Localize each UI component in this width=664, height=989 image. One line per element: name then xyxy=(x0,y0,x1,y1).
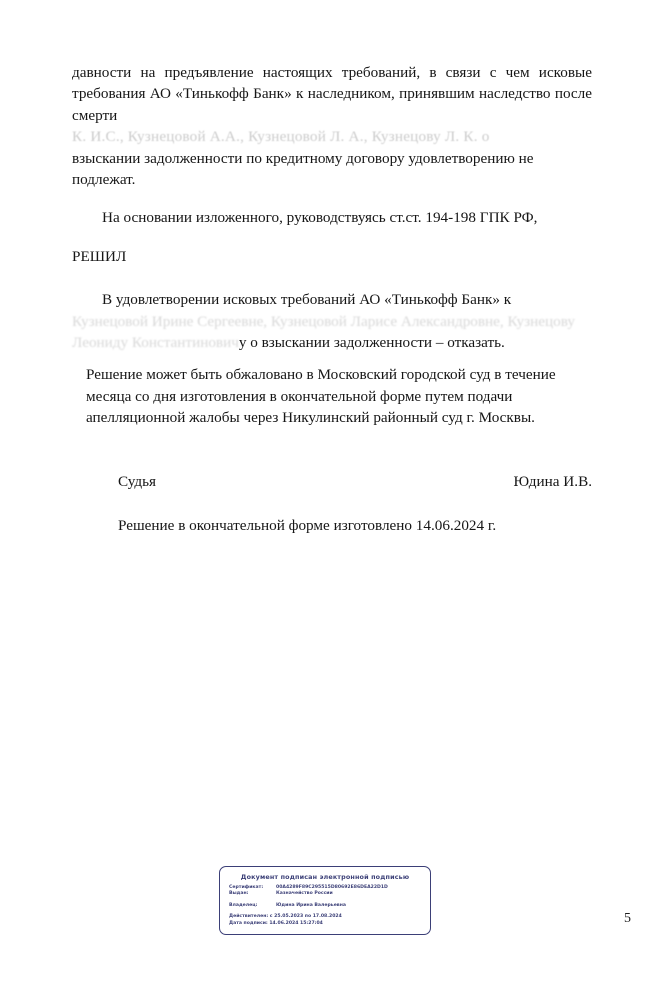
judge-signature-row xyxy=(72,473,592,491)
verdict-line-3-visible-text: у о взыскании задолженности – отказать. xyxy=(238,334,505,352)
appeal-line-3-text: апелляционной жалобы через Никулинский районный суд г. Москвы. xyxy=(86,409,535,427)
paragraph-continuation-tail-text-1: взыскании задолженности по кредитному договору удовлетворению не xyxy=(72,149,534,167)
paragraph-continuation-tail-line-2 xyxy=(72,169,592,190)
spacer-before-signature xyxy=(72,429,592,473)
verdict-line-1-text: В удовлетворении исковых требований АО «Тинькофф Банк» к xyxy=(102,291,512,309)
redacted-names-line-1-text: К. И.С., Кузнецовой А.А., Кузнецовой Л. А., Кузнецову Л. К. о xyxy=(72,128,490,146)
appeal-line-1-text: Решение может быть обжаловано в Московский городской суд в течение xyxy=(86,366,556,384)
spacer-before-final-form xyxy=(72,491,592,517)
spacer-after-continuation xyxy=(72,190,592,207)
redacted-names-line-2 xyxy=(72,311,592,332)
stamp-issuer-label: Выдан: xyxy=(229,891,249,897)
paragraph-continuation-tail-text-2: подлежат. xyxy=(72,171,136,189)
legal-basis-line xyxy=(72,207,592,228)
appeal-line-2-text: месяца со дня изготовления в окончательной форме путем подачи xyxy=(86,387,513,405)
paragraph-continuation xyxy=(72,62,592,126)
judge-name: Юдина И.В. xyxy=(513,472,592,490)
final-form-line xyxy=(72,517,592,535)
stamp-certificate-value: 00A4289F89C295515D80692E86DEA22D1D xyxy=(276,885,388,890)
stamp-issuer-value: Казначейство России xyxy=(276,891,333,897)
spacer-after-verdict-heading xyxy=(72,267,592,289)
page-number: 5 xyxy=(624,911,631,926)
stamp-certificate-label: Сертификат: xyxy=(229,885,264,890)
stamp-title: Документ подписан электронной подписью xyxy=(240,873,410,881)
appeal-paragraph xyxy=(72,364,592,428)
spacer-before-verdict-heading xyxy=(72,229,592,246)
stamp-owner-label: Владелец: xyxy=(229,902,258,908)
appeal-line-3 xyxy=(72,407,592,428)
verdict-heading xyxy=(72,246,592,267)
paragraph-continuation-tail xyxy=(72,148,592,191)
stamp-owner-value: Юдина Ирина Валерьевна xyxy=(276,902,346,908)
appeal-line-1 xyxy=(72,364,592,385)
stamp-validity-line: Действителен: с 25.05.2023 по 17.08.2024 xyxy=(229,914,342,920)
appeal-line-2 xyxy=(72,386,592,407)
document-body xyxy=(72,62,592,535)
final-form-text: Решение в окончательной форме изготовлено 14.06.2024 г. xyxy=(118,516,497,534)
redacted-names-line-2-text: Кузнецовой Ирине Сергеевне, Кузнецовой Ларисе Александровне, Кузнецову xyxy=(72,312,575,330)
judge-label: Судья xyxy=(118,472,157,490)
verdict-line-1 xyxy=(72,289,592,310)
redacted-names-line-3-text: Леониду Константинович xyxy=(72,334,239,352)
paragraph-continuation-text: давности на предъявление настоящих требований, в связи с чем исковые требования АО «Тинькофф Банк» к наследником, принявшим наследство после смерти xyxy=(72,64,592,124)
stamp-signed-date-line: Дата подписи: 14.06.2024 15:27:04 xyxy=(229,920,323,926)
paragraph-continuation-tail-line-1 xyxy=(72,148,592,169)
verdict-line-3 xyxy=(72,332,592,353)
spacer-before-appeal xyxy=(72,353,592,364)
redacted-names-line-1 xyxy=(72,126,592,147)
legal-basis-text: На основании изложенного, руководствуясь ст.ст. 194-198 ГПК РФ, xyxy=(102,209,538,227)
verdict-heading-text: РЕШИЛ xyxy=(72,247,127,265)
electronic-signature-stamp xyxy=(219,866,431,935)
paragraph-continuation-line-1 xyxy=(72,62,592,126)
